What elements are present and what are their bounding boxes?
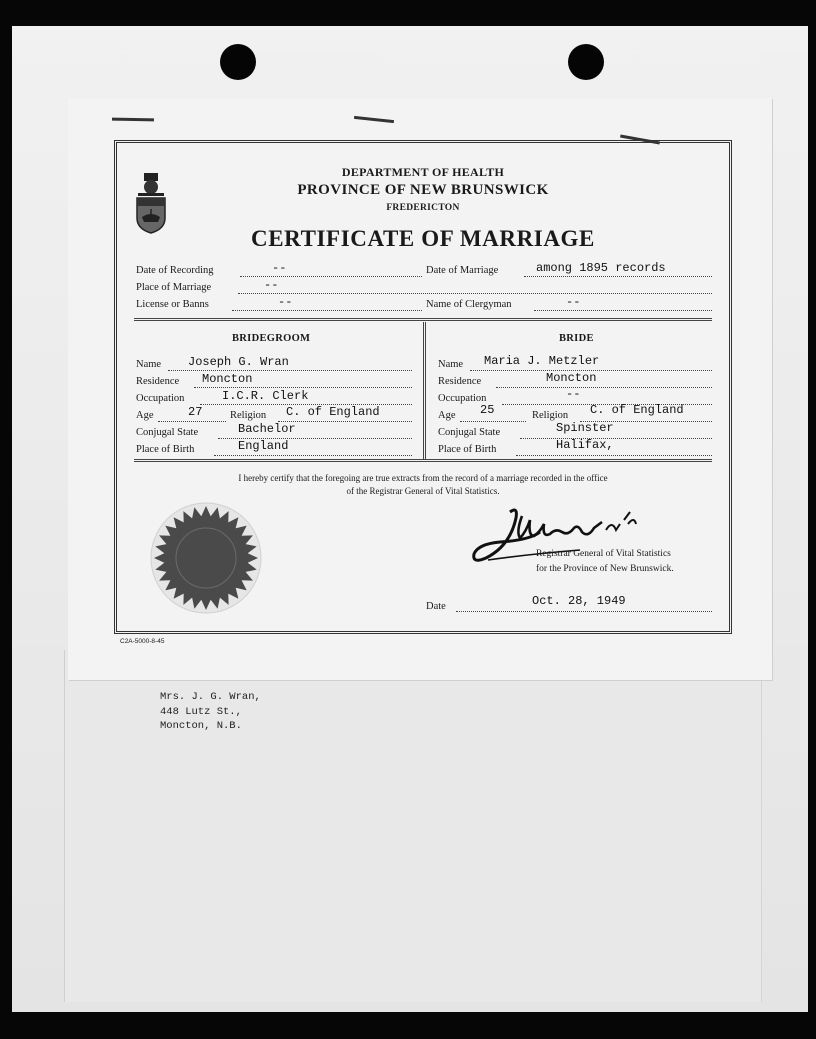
registrar-title-1: Registrar General of Vital Statistics (536, 549, 671, 559)
bride-place-of-birth-line (516, 455, 712, 456)
groom-occupation-value: I.C.R. Clerk (222, 389, 309, 403)
certification-line-2: of the Registrar General of Vital Statistics. (346, 486, 500, 496)
groom-age-value: 27 (188, 405, 203, 419)
bride-residence-line (496, 387, 712, 388)
bridegroom-heading: BRIDEGROOM (232, 333, 311, 344)
name-of-clergyman-label: Name of Clergyman (426, 299, 512, 310)
groom-place-of-birth-line (214, 455, 412, 456)
address-line-3: Moncton, N.B. (160, 720, 242, 732)
column-divider (423, 322, 426, 460)
name-of-clergyman-value: -- (566, 295, 581, 309)
bride-occupation-value: -- (566, 387, 581, 401)
punch-hole-left (220, 44, 256, 80)
date-of-marriage-value: among 1895 records (536, 261, 666, 275)
date-of-recording-line (240, 276, 422, 277)
license-or-banns-label: License or Banns (136, 299, 209, 310)
certificate-title: CERTIFICATE OF MARRIAGE (251, 226, 595, 251)
license-or-banns-value: -- (278, 295, 293, 309)
bride-occupation-label: Occupation (438, 393, 487, 404)
seal-icon (148, 500, 264, 616)
bride-name-value: Maria J. Metzler (484, 354, 600, 368)
place-of-marriage-value: -- (264, 278, 279, 292)
bride-conjugal-state-line (520, 438, 712, 439)
date-of-marriage-label: Date of Marriage (426, 265, 499, 276)
groom-religion-label: Religion (230, 410, 267, 421)
date-label: Date (426, 601, 446, 612)
certification-line-1: I hereby certify that the foregoing are true extracts from the record of a marriage recorded in the office (238, 473, 608, 483)
section-divider (134, 459, 712, 462)
address-line-1: Mrs. J. G. Wran, (160, 691, 261, 703)
groom-conjugal-state-label: Conjugal State (136, 427, 199, 438)
bride-conjugal-state-value: Spinster (556, 421, 614, 435)
groom-conjugal-state-value: Bachelor (238, 422, 296, 436)
groom-occupation-label: Occupation (136, 393, 185, 404)
groom-religion-value: C. of England (286, 405, 380, 419)
department-heading: DEPARTMENT OF HEALTH (341, 165, 505, 179)
date-of-marriage-line (524, 276, 712, 277)
name-of-clergyman-line (534, 310, 712, 311)
bride-religion-label: Religion (532, 410, 569, 421)
place-of-marriage-label: Place of Marriage (136, 282, 212, 293)
groom-religion-line (278, 421, 412, 422)
groom-age-line (158, 421, 226, 422)
groom-residence-value: Moncton (202, 372, 253, 386)
address-line-2: 448 Lutz St., (160, 705, 242, 718)
mailing-address (160, 690, 261, 734)
groom-name-label: Name (136, 359, 162, 370)
city-heading: FREDERICTON (386, 203, 460, 213)
groom-name-value: Joseph G. Wran (188, 355, 289, 369)
section-divider (134, 318, 712, 321)
groom-name-line (168, 370, 412, 371)
bride-age-value: 25 (480, 403, 495, 417)
form-number: C2A-5000-8-45 (120, 638, 165, 645)
date-line (456, 611, 712, 612)
bride-conjugal-state-label: Conjugal State (438, 427, 501, 438)
groom-place-of-birth-value: England (238, 439, 289, 453)
bride-age-label: Age (438, 410, 456, 421)
bride-heading: BRIDE (559, 333, 594, 344)
bride-age-line (460, 421, 526, 422)
date-of-recording-label: Date of Recording (136, 265, 214, 276)
bride-residence-value: Moncton (546, 371, 597, 385)
province-heading: PROVINCE OF NEW BRUNSWICK (297, 182, 549, 198)
bride-place-of-birth-label: Place of Birth (438, 444, 497, 455)
date-of-recording-value: -- (272, 261, 287, 275)
groom-residence-label: Residence (136, 376, 180, 387)
bride-place-of-birth-value: Halifax, (556, 438, 614, 452)
punch-hole-right (568, 44, 604, 80)
bride-name-label: Name (438, 359, 464, 370)
date-value: Oct. 28, 1949 (532, 594, 626, 608)
bride-religion-value: C. of England (590, 403, 684, 417)
bride-residence-label: Residence (438, 376, 482, 387)
groom-place-of-birth-label: Place of Birth (136, 444, 195, 455)
groom-age-label: Age (136, 410, 154, 421)
license-or-banns-line (232, 310, 422, 311)
place-of-marriage-line (238, 293, 712, 294)
groom-residence-line (194, 387, 412, 388)
registrar-title-2: for the Province of New Brunswick. (536, 564, 674, 574)
